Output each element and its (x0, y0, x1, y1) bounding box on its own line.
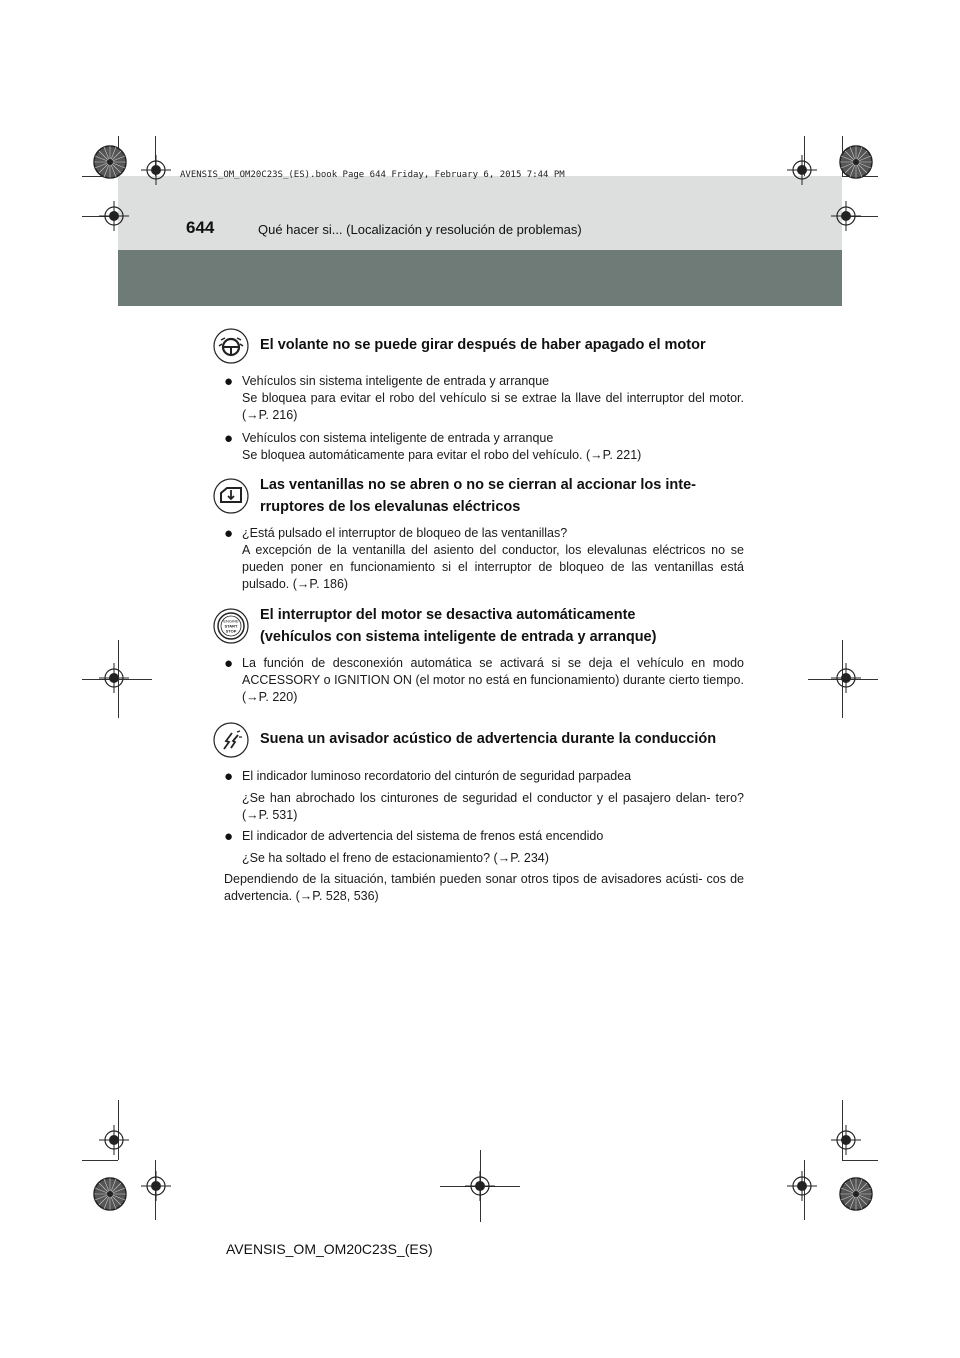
item-body: A excepción de la ventanilla del asiento del conductor, los elevalunas eléctricos no se pueden poner en funcionamiento si el interruptor de bloqueo de las ventanillas está pulsado. (→P. 186) (242, 543, 744, 591)
bullet: ● (224, 655, 234, 672)
icon-label: START (224, 623, 238, 629)
item-lead: El indicador luminoso recordatorio del cinturón de seguridad parpadea (242, 769, 632, 783)
item-body: Se bloquea automáticamente para evitar el robo del vehículo. (→P. 221) (242, 448, 642, 462)
item-lead: Vehículos con sistema inteligente de entrada y arranque (242, 431, 554, 445)
item-lead: ¿Está pulsado el interruptor de bloqueo de las ventanillas? (242, 526, 568, 540)
bullet: ● (224, 373, 234, 390)
heading-line: El interruptor del motor se desactiva automáticamente (260, 607, 636, 623)
page-header-title: Qué hacer si... (Localización y resolución de problemas) (258, 222, 582, 237)
section-note: Dependiendo de la situación, también pueden sonar otros tipos de avisadores acústi- cos de advertencia. (→P. 528, 536) (224, 872, 744, 903)
page-footer: AVENSIS_OM_OM20C23S_(ES) (226, 1241, 433, 1257)
bullet: ● (224, 768, 234, 785)
section-heading-steering: El volante no se puede girar después de haber apagado el motor (260, 337, 706, 353)
bullet: ● (224, 525, 234, 542)
heading-line: (vehículos con sistema inteligente de entrada y arranque) (260, 629, 657, 645)
heading-line: Las ventanillas no se abren o no se cierran al accionar los inte- (260, 477, 696, 493)
book-info-stamp: AVENSIS_OM_OM20C23S_(ES).book Page 644 Friday, February 6, 2015 7:44 PM (180, 170, 565, 180)
item-body: Se bloquea para evitar el robo del vehículo si se extrae la llave del interruptor del motor. (→P. 216) (242, 391, 744, 422)
icon-label: STOP (225, 628, 237, 634)
item-body: La función de desconexión automática se activará si se deja el vehículo en modo ACCESSORY o IGNITION ON (el motor no está en funcionamiento) durante cierto tiempo. (→P. 220) (242, 656, 744, 704)
heading-line: rruptores de los elevalunas eléctricos (260, 499, 521, 515)
bullet: ● (224, 430, 234, 447)
item-lead: Vehículos sin sistema inteligente de entrada y arranque (242, 374, 550, 388)
item-lead: El indicador de advertencia del sistema de frenos está encendido (242, 829, 604, 843)
bullet: ● (224, 828, 234, 845)
item-body: ¿Se han abrochado los cinturones de seguridad el conductor y el pasajero delan- tero? (→P. 531) (242, 791, 744, 822)
icon-label: ENGINE (223, 618, 239, 624)
item-body: ¿Se ha soltado el freno de estacionamiento? (→P. 234) (242, 851, 549, 865)
page-number: 644 (186, 218, 215, 237)
section-heading-buzzer: Suena un avisador acústico de advertencia durante la conducción (260, 731, 717, 747)
